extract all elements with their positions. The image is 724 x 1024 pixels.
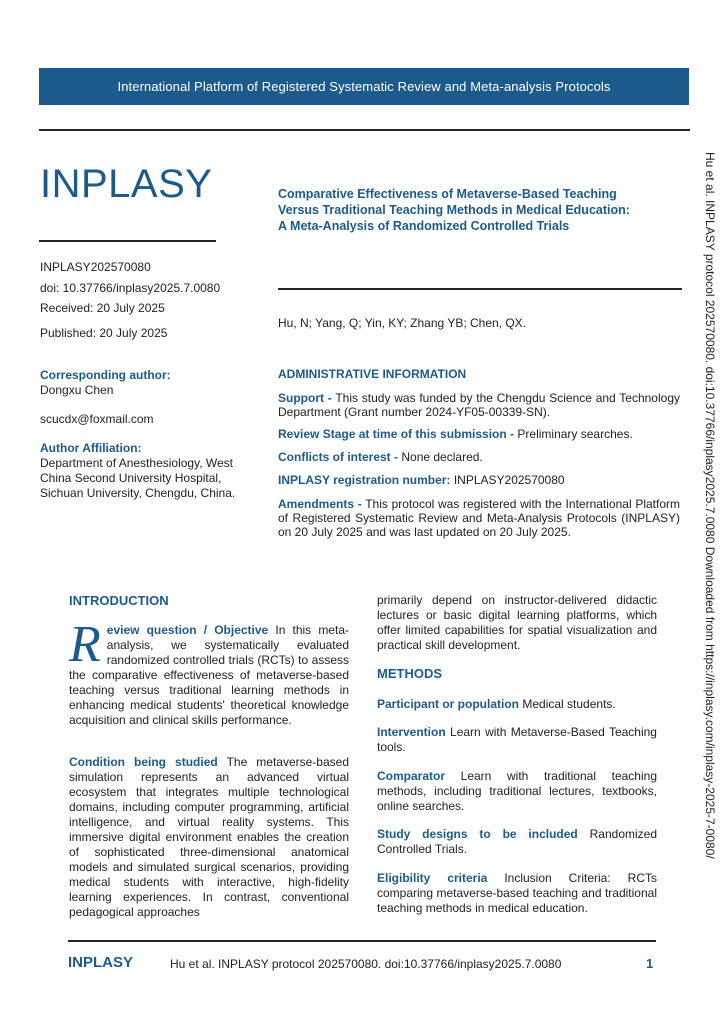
registration-label: INPLASY registration number: bbox=[278, 473, 451, 487]
comparator-paragraph bbox=[377, 769, 657, 814]
header-divider bbox=[39, 129, 690, 131]
support-text: This study was funded by the Chengdu Science and Technology Department (Grant number 2024-YF05-00339-SN). bbox=[278, 391, 680, 419]
amendments-text: This protocol was registered with the International Platform of Registered Systematic Review and Meta-Analysis Protocols (INPLASY) on 20 July 2025 and was last updated on 20 July 2025. bbox=[278, 497, 680, 539]
conflicts-paragraph bbox=[278, 450, 680, 464]
review-question-paragraph bbox=[69, 616, 349, 728]
registration-text: INPLASY202570080 bbox=[453, 473, 565, 487]
corresponding-author bbox=[40, 368, 250, 427]
article-title bbox=[278, 186, 668, 234]
conflicts-label: Conflicts of interest - bbox=[278, 450, 399, 464]
corresponding-email[interactable]: scucdx@foxmail.com bbox=[40, 412, 154, 426]
support-label: Support - bbox=[278, 391, 332, 405]
condition-paragraph bbox=[69, 755, 349, 920]
eligibility-label: Eligibility criteria bbox=[377, 871, 488, 885]
intervention-label: Intervention bbox=[377, 725, 446, 739]
affiliation-label: Author Affiliation: bbox=[40, 441, 142, 455]
banner-text: International Platform of Registered Systematic Review and Meta-analysis Protocols bbox=[117, 79, 611, 94]
author-list: Hu, N; Yang, Q; Yin, KY; Zhang YB; Chen, QX. bbox=[278, 316, 527, 330]
protocol-id: INPLASY202570080 bbox=[40, 260, 151, 274]
participant-text: Medical students. bbox=[522, 697, 616, 711]
amendments-paragraph bbox=[278, 497, 680, 539]
inplasy-logo: INPLASY bbox=[40, 162, 213, 206]
published-date: Published: 20 July 2025 bbox=[40, 326, 168, 340]
comparator-text: Learn with traditional teaching methods, including traditional lectures, textbooks, online searches. bbox=[377, 769, 657, 813]
journal-banner bbox=[39, 68, 689, 105]
author-affiliation bbox=[40, 441, 250, 501]
title-line: Versus Traditional Teaching Methods in Medical Education: bbox=[278, 203, 630, 217]
participant-paragraph bbox=[377, 697, 657, 712]
stage-paragraph bbox=[278, 427, 680, 441]
intro-continued-paragraph: primarily depend on instructor-delivered didactic lectures or basic digital learning platforms, which offer limited capabilities for spatial visualization and practical skill development. bbox=[377, 593, 657, 652]
stage-label: Review Stage at time of this submission - bbox=[278, 427, 515, 441]
designs-paragraph bbox=[377, 827, 657, 857]
designs-label: Study designs to be included bbox=[377, 827, 578, 841]
condition-label: Condition being studied bbox=[69, 755, 218, 769]
designs-text: Randomized Controlled Trials. bbox=[377, 827, 657, 856]
methods-heading: METHODS bbox=[377, 666, 442, 681]
review-label: eview question / Objective bbox=[106, 623, 269, 637]
eligibility-paragraph bbox=[377, 871, 657, 916]
received-date: Received: 20 July 2025 bbox=[40, 301, 165, 315]
affiliation-text: Department of Anesthesiology, West China Second University Hospital, Sichuan University, Chengdu, China. bbox=[40, 456, 236, 500]
logo-underline bbox=[39, 240, 216, 242]
vertical-citation: Hu et al. INPLASY protocol 202570080. doi:10.37766/inplasy2025.7.0080 Downloaded from https://inplasy.com/inplasy-2025-7-0080/ bbox=[703, 152, 717, 859]
doi-link[interactable]: doi: 10.37766/inplasy2025.7.0080 bbox=[40, 281, 221, 295]
amendments-label: Amendments - bbox=[278, 497, 362, 511]
intervention-paragraph bbox=[377, 725, 657, 755]
registration-paragraph bbox=[278, 473, 680, 487]
footer-divider bbox=[68, 940, 656, 942]
condition-text: The metaverse-based simulation represents an advanced virtual ecosystem that integrates multiple technological domains, including computer programming, artificial intelligence, and virtual reality systems. This immersive digital environment enables the creation of sophisticated three-dimensional anatomical models and simulated surgical scenarios, providing medical students with interactive, high-fidelity learning experiences. In contrast, conventional pedagogical approaches bbox=[69, 755, 349, 919]
stage-text: Preliminary searches. bbox=[517, 427, 633, 441]
title-line: Comparative Effectiveness of Metaverse-Based Teaching bbox=[278, 187, 617, 201]
intro-heading: INTRODUCTION bbox=[69, 593, 169, 608]
corresponding-name: Dongxu Chen bbox=[40, 383, 114, 397]
intervention-text: Learn with Metaverse-Based Teaching tools. bbox=[377, 725, 657, 754]
title-line: A Meta-Analysis of Randomized Controlled Trials bbox=[278, 219, 570, 233]
participant-label: Participant or population bbox=[377, 697, 520, 711]
comparator-label: Comparator bbox=[377, 769, 446, 783]
dropcap-letter: R bbox=[69, 616, 101, 673]
title-divider bbox=[278, 288, 682, 290]
corresponding-label: Corresponding author: bbox=[40, 368, 171, 382]
review-text: In this meta-analysis, we systematically evaluated randomized controlled trials (RCTs) to assess the comparative effectiveness of metaverse-based teaching versus traditional learning methods in enhancing medical students' theoretical knowledge acquisition and clinical skills performance. bbox=[69, 623, 349, 727]
footer-logo: INPLASY bbox=[68, 954, 134, 971]
admin-heading: ADMINISTRATIVE INFORMATION bbox=[278, 367, 467, 381]
page-number: 1 bbox=[646, 956, 654, 971]
footer-citation: Hu et al. INPLASY protocol 202570080. doi:10.37766/inplasy2025.7.0080 bbox=[170, 957, 562, 971]
eligibility-text: Inclusion Criteria: RCTs comparing metaverse-based teaching and traditional teaching methods in medical education. bbox=[377, 871, 657, 915]
support-paragraph bbox=[278, 391, 680, 419]
conflicts-text: None declared. bbox=[401, 450, 483, 464]
